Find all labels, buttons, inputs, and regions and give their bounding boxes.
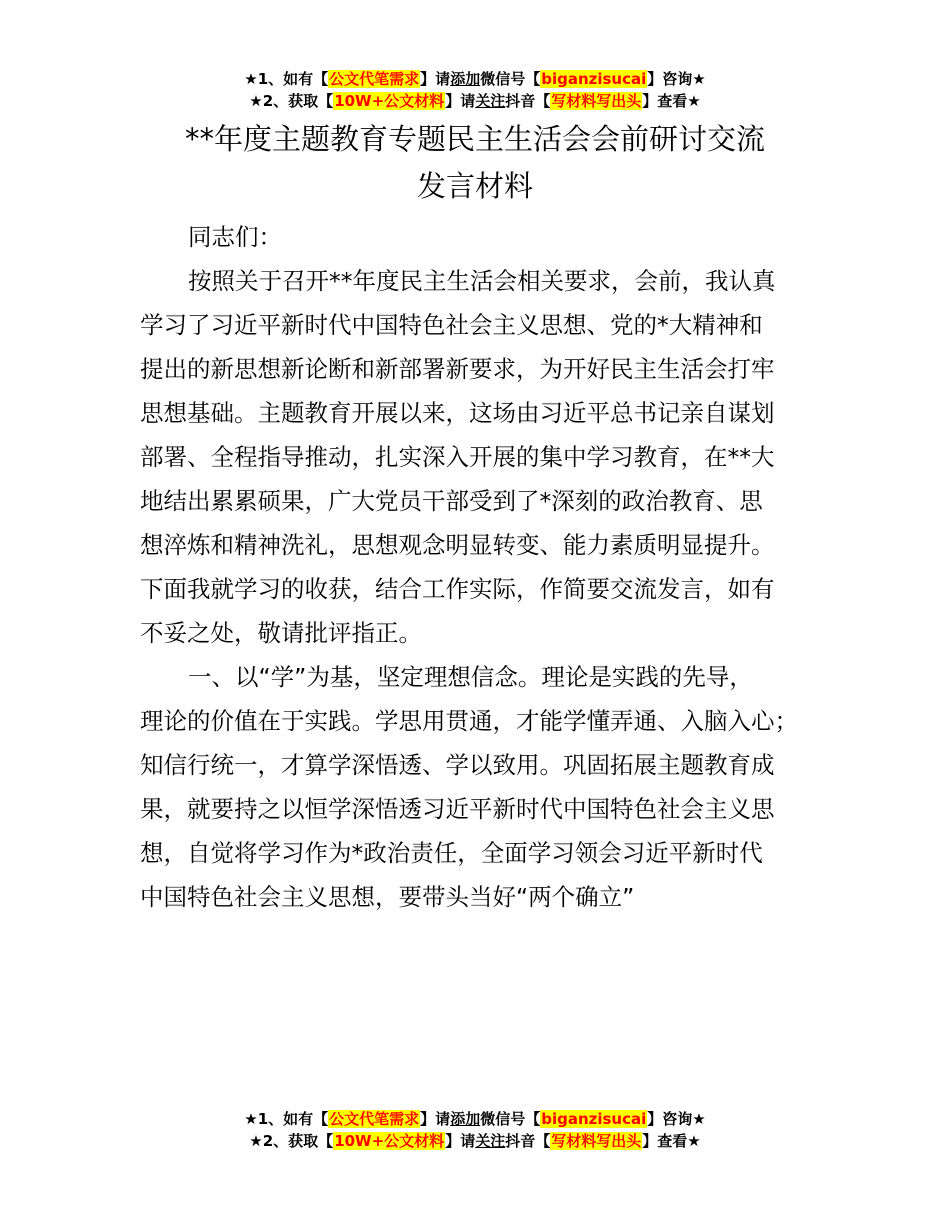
highlight-service: 公文代笔需求 [329, 70, 420, 88]
section-one-paragraph [140, 655, 840, 919]
text-line: 部署、全程指导推动，扎实深入开展的集中学习教育，在**大 [140, 443, 775, 471]
text-line: 知信行统一，才算学深悟透、学以致用。巩固拓展主题教育成 [140, 751, 775, 779]
highlight-service: 公文代笔需求 [329, 1110, 420, 1128]
salutation: 同志们： [188, 223, 282, 251]
text-line: 果，就要持之以恒学深悟透习近平新时代中国特色社会主义思 [140, 795, 775, 823]
text-line: 思想基础。主题教育开展以来，这场由习近平总书记亲自谋划 [140, 399, 775, 427]
highlight-douyin-account: 写材料写出头 [551, 92, 642, 110]
document-title [140, 116, 810, 210]
text-line: 提出的新思想新论断和新部署新要求，为开好民主生活会打牢 [140, 355, 775, 383]
text-line: 一、以“学”为基，坚定理想信念。理论是实践的先导， [188, 663, 753, 691]
document-body [140, 215, 840, 919]
highlight-douyin-account: 写材料写出头 [551, 1132, 642, 1150]
text-line: 中国特色社会主义思想，要带头当好“两个确立” [140, 883, 635, 911]
banner-line-2: ★2、获取【10W+公文材料】请关注抖音【写材料写出头】查看★ [249, 1132, 701, 1150]
text-line: 按照关于召开**年度民主生活会相关要求，会前，我认真 [188, 267, 776, 295]
highlight-materials: 10W+公文材料 [334, 92, 445, 110]
footer-banner [0, 1108, 950, 1152]
text-line: 想，自觉将学习作为*政治责任，全面学习领会习近平新时代 [140, 839, 763, 867]
highlight-wechat-id: biganzisucai [541, 1110, 647, 1128]
banner-line-1: ★1、如有【公文代笔需求】请添加微信号【biganzisucai】咨询★ [244, 1110, 706, 1128]
salutation-paragraph [140, 215, 840, 259]
text-line: 地结出累累硕果，广大党员干部受到了*深刻的政治教育、思 [140, 487, 763, 515]
text-line: 想淬炼和精神洗礼，思想观念明显转变、能力素质明显提升。 [140, 531, 775, 559]
title-line-2: 发言材料 [416, 169, 533, 203]
header-banner [0, 68, 950, 112]
text-line: 不妥之处，敬请批评指正。 [140, 619, 422, 647]
intro-paragraph [140, 259, 840, 655]
text-line: 学习了习近平新时代中国特色社会主义思想、党的*大精神和 [140, 311, 763, 339]
title-line-1: **年度主题教育专题民主生活会会前研讨交流 [184, 122, 765, 156]
banner-line-1: ★1、如有【公文代笔需求】请添加微信号【biganzisucai】咨询★ [244, 70, 706, 88]
highlight-wechat-id: biganzisucai [541, 70, 647, 88]
highlight-materials: 10W+公文材料 [334, 1132, 445, 1150]
text-line: 理论的价值在于实践。学思用贯通，才能学懂弄通、入脑入心； [140, 707, 798, 735]
text-line: 下面我就学习的收获，结合工作实际，作简要交流发言，如有 [140, 575, 775, 603]
banner-line-2: ★2、获取【10W+公文材料】请关注抖音【写材料写出头】查看★ [249, 92, 701, 110]
